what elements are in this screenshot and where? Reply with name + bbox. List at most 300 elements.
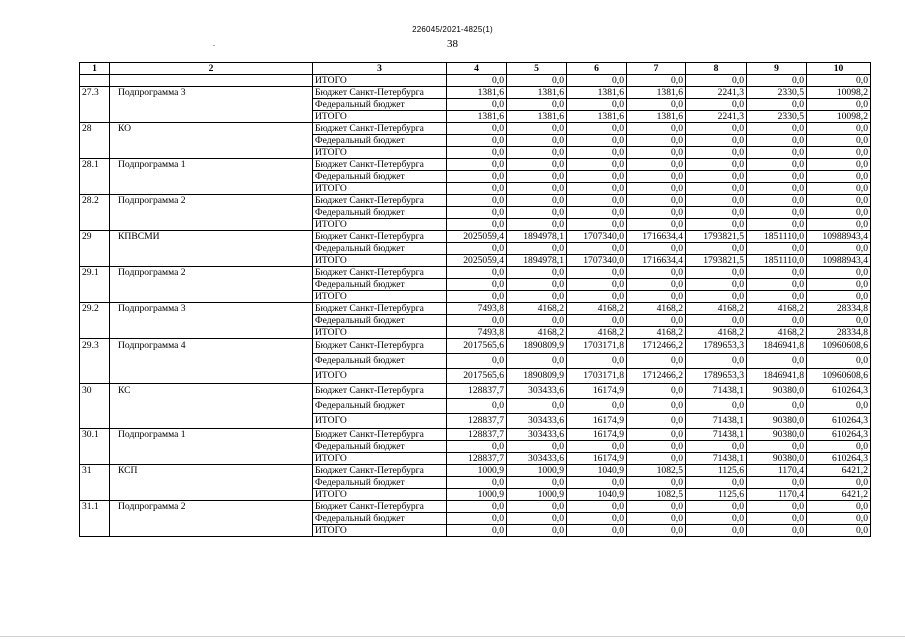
column-header: 5 (507, 63, 567, 75)
value-cell: 0,0 (747, 501, 807, 513)
value-cell: 0,0 (627, 267, 686, 279)
row-code-cell (80, 369, 110, 384)
row-name-cell (110, 291, 313, 303)
funding-source-cell: Федеральный бюджет (313, 441, 447, 453)
table-row (80, 111, 871, 123)
value-cell: 0,0 (807, 501, 871, 513)
table-row (80, 369, 871, 384)
value-cell: 1851110,0 (747, 231, 807, 243)
value-cell: 0,0 (447, 183, 507, 195)
value-cell: 0,0 (447, 441, 507, 453)
value-cell: 0,0 (567, 354, 627, 369)
value-cell: 1712466,2 (627, 339, 686, 354)
value-cell: 71438,1 (686, 384, 747, 399)
value-cell: 0,0 (447, 243, 507, 255)
funding-table (79, 62, 871, 537)
value-cell: 0,0 (627, 123, 686, 135)
table-row (80, 183, 871, 195)
value-cell: 1846941,8 (747, 339, 807, 354)
value-cell: 0,0 (447, 147, 507, 159)
value-cell: 610264,3 (807, 453, 871, 465)
value-cell: 10098,2 (807, 111, 871, 123)
value-cell: 0,0 (686, 477, 747, 489)
row-name-cell (110, 441, 313, 453)
row-code-cell: 31.1 (80, 501, 110, 513)
value-cell: 0,0 (507, 123, 567, 135)
value-cell: 1170,4 (747, 465, 807, 477)
value-cell: 0,0 (627, 147, 686, 159)
funding-source-cell: Федеральный бюджет (313, 399, 447, 414)
value-cell: 4168,2 (747, 327, 807, 339)
row-code-cell: 30 (80, 384, 110, 399)
value-cell: 0,0 (686, 135, 747, 147)
value-cell: 0,0 (747, 267, 807, 279)
table-row (80, 171, 871, 183)
value-cell: 1381,6 (447, 87, 507, 99)
row-code-cell (80, 291, 110, 303)
row-code-cell (80, 111, 110, 123)
column-header: 10 (807, 63, 871, 75)
value-cell: 0,0 (627, 171, 686, 183)
value-cell: 610264,3 (807, 429, 871, 441)
funding-source-cell: ИТОГО (313, 183, 447, 195)
value-cell: 0,0 (686, 525, 747, 537)
value-cell: 2025059,4 (447, 255, 507, 267)
value-cell: 1381,6 (567, 87, 627, 99)
value-cell: 610264,3 (807, 384, 871, 399)
value-cell: 0,0 (567, 267, 627, 279)
table-row (80, 195, 871, 207)
column-number-row (80, 63, 871, 75)
value-cell: 16174,9 (567, 384, 627, 399)
value-cell: 0,0 (807, 399, 871, 414)
funding-source-cell: Федеральный бюджет (313, 99, 447, 111)
funding-source-cell: Федеральный бюджет (313, 207, 447, 219)
row-code-cell (80, 315, 110, 327)
value-cell: 1851110,0 (747, 255, 807, 267)
table-row (80, 159, 871, 171)
value-cell: 0,0 (627, 414, 686, 429)
row-name-cell (110, 513, 313, 525)
value-cell: 0,0 (627, 354, 686, 369)
funding-source-cell: Бюджет Санкт-Петербурга (313, 465, 447, 477)
value-cell: 0,0 (747, 477, 807, 489)
value-cell: 0,0 (507, 441, 567, 453)
value-cell: 0,0 (507, 354, 567, 369)
value-cell: 0,0 (567, 513, 627, 525)
table-row (80, 207, 871, 219)
value-cell: 1381,6 (627, 111, 686, 123)
value-cell: 303433,6 (507, 429, 567, 441)
funding-source-cell: Федеральный бюджет (313, 477, 447, 489)
row-code-cell: 29.3 (80, 339, 110, 354)
table-row (80, 501, 871, 513)
row-code-cell (80, 453, 110, 465)
table-row (80, 123, 871, 135)
row-name-cell (110, 489, 313, 501)
funding-source-cell: Бюджет Санкт-Петербурга (313, 87, 447, 99)
funding-source-cell: ИТОГО (313, 147, 447, 159)
funding-source-cell: Федеральный бюджет (313, 171, 447, 183)
value-cell: 0,0 (447, 123, 507, 135)
value-cell: 2025059,4 (447, 231, 507, 243)
value-cell: 4168,2 (686, 303, 747, 315)
value-cell: 7493,8 (447, 303, 507, 315)
value-cell: 0,0 (627, 429, 686, 441)
value-cell: 4168,2 (627, 327, 686, 339)
row-code-cell (80, 513, 110, 525)
value-cell: 0,0 (807, 354, 871, 369)
value-cell: 1000,9 (507, 465, 567, 477)
funding-source-cell: Бюджет Санкт-Петербурга (313, 339, 447, 354)
value-cell: 4168,2 (507, 327, 567, 339)
value-cell: 0,0 (447, 267, 507, 279)
column-header: 6 (567, 63, 627, 75)
value-cell: 0,0 (447, 477, 507, 489)
value-cell: 1894978,1 (507, 255, 567, 267)
row-code-cell (80, 441, 110, 453)
value-cell: 2017565,6 (447, 369, 507, 384)
value-cell: 0,0 (567, 279, 627, 291)
value-cell: 0,0 (567, 195, 627, 207)
value-cell: 0,0 (567, 75, 627, 87)
row-name-cell (110, 315, 313, 327)
value-cell: 0,0 (567, 147, 627, 159)
value-cell: 0,0 (747, 207, 807, 219)
value-cell: 0,0 (447, 291, 507, 303)
row-name-cell: Подпрограмма 4 (110, 339, 313, 354)
row-name-cell (110, 99, 313, 111)
row-code-cell (80, 414, 110, 429)
row-name-cell (110, 453, 313, 465)
table-row (80, 87, 871, 99)
value-cell: 0,0 (627, 291, 686, 303)
value-cell: 10960608,6 (807, 339, 871, 354)
value-cell: 0,0 (747, 147, 807, 159)
value-cell: 0,0 (686, 171, 747, 183)
value-cell: 16174,9 (567, 429, 627, 441)
value-cell: 0,0 (627, 441, 686, 453)
column-header: 1 (80, 63, 110, 75)
value-cell: 71438,1 (686, 453, 747, 465)
value-cell: 1381,6 (627, 87, 686, 99)
value-cell: 0,0 (567, 477, 627, 489)
row-code-cell (80, 489, 110, 501)
row-code-cell (80, 219, 110, 231)
value-cell: 0,0 (686, 195, 747, 207)
value-cell: 0,0 (627, 99, 686, 111)
value-cell: 90380,0 (747, 429, 807, 441)
value-cell: 0,0 (507, 99, 567, 111)
table-row (80, 303, 871, 315)
value-cell: 0,0 (807, 441, 871, 453)
value-cell: 2241,3 (686, 87, 747, 99)
value-cell: 0,0 (507, 477, 567, 489)
funding-source-cell: Федеральный бюджет (313, 354, 447, 369)
value-cell: 0,0 (747, 123, 807, 135)
value-cell: 0,0 (507, 171, 567, 183)
row-code-cell (80, 477, 110, 489)
value-cell: 0,0 (747, 525, 807, 537)
value-cell: 0,0 (447, 279, 507, 291)
value-cell: 0,0 (807, 291, 871, 303)
value-cell: 0,0 (686, 123, 747, 135)
value-cell: 1000,9 (447, 489, 507, 501)
value-cell: 0,0 (747, 219, 807, 231)
value-cell: 0,0 (747, 183, 807, 195)
value-cell: 6421,2 (807, 489, 871, 501)
value-cell: 1716634,4 (627, 231, 686, 243)
table-row (80, 243, 871, 255)
column-header: 7 (627, 63, 686, 75)
value-cell: 0,0 (686, 219, 747, 231)
value-cell: 0,0 (686, 399, 747, 414)
row-name-cell: Подпрограмма 2 (110, 195, 313, 207)
page-number: 38 (447, 38, 458, 50)
value-cell: 0,0 (686, 513, 747, 525)
row-name-cell: Подпрограмма 1 (110, 159, 313, 171)
value-cell: 10098,2 (807, 87, 871, 99)
row-name-cell (110, 369, 313, 384)
value-cell: 303433,6 (507, 384, 567, 399)
table-row (80, 477, 871, 489)
value-cell: 0,0 (747, 243, 807, 255)
value-cell: 0,0 (627, 279, 686, 291)
value-cell: 0,0 (807, 75, 871, 87)
value-cell: 0,0 (807, 171, 871, 183)
value-cell: 0,0 (807, 135, 871, 147)
value-cell: 0,0 (507, 195, 567, 207)
value-cell: 0,0 (447, 207, 507, 219)
row-code-cell: 29 (80, 231, 110, 243)
row-name-cell: Подпрограмма 2 (110, 267, 313, 279)
value-cell: 128837,7 (447, 414, 507, 429)
row-code-cell (80, 207, 110, 219)
table-row (80, 525, 871, 537)
value-cell: 0,0 (627, 135, 686, 147)
row-name-cell (110, 171, 313, 183)
value-cell: 2241,3 (686, 111, 747, 123)
row-code-cell: 29.2 (80, 303, 110, 315)
row-name-cell: КСП (110, 465, 313, 477)
value-cell: 0,0 (807, 243, 871, 255)
value-cell: 1703171,8 (567, 369, 627, 384)
row-code-cell (80, 279, 110, 291)
value-cell: 1890809,9 (507, 339, 567, 354)
funding-source-cell: Бюджет Санкт-Петербурга (313, 501, 447, 513)
value-cell: 0,0 (447, 135, 507, 147)
value-cell: 0,0 (807, 183, 871, 195)
table-row (80, 354, 871, 369)
value-cell: 0,0 (447, 75, 507, 87)
value-cell: 0,0 (447, 219, 507, 231)
value-cell: 0,0 (807, 207, 871, 219)
value-cell: 0,0 (747, 279, 807, 291)
value-cell: 0,0 (507, 75, 567, 87)
row-name-cell: Подпрограмма 2 (110, 501, 313, 513)
value-cell: 1125,6 (686, 489, 747, 501)
funding-source-cell: ИТОГО (313, 453, 447, 465)
value-cell: 16174,9 (567, 414, 627, 429)
value-cell: 1894978,1 (507, 231, 567, 243)
value-cell: 0,0 (507, 147, 567, 159)
value-cell: 0,0 (567, 159, 627, 171)
value-cell: 0,0 (807, 195, 871, 207)
table-row (80, 339, 871, 354)
value-cell: 0,0 (686, 147, 747, 159)
row-name-cell: Подпрограмма 3 (110, 303, 313, 315)
value-cell: 0,0 (807, 99, 871, 111)
funding-source-cell: ИТОГО (313, 525, 447, 537)
row-code-cell: 28 (80, 123, 110, 135)
row-code-cell: 30.1 (80, 429, 110, 441)
row-code-cell (80, 75, 110, 87)
funding-source-cell: Федеральный бюджет (313, 279, 447, 291)
value-cell: 1789653,3 (686, 339, 747, 354)
page-edge (0, 636, 905, 637)
value-cell: 0,0 (507, 207, 567, 219)
table-row (80, 75, 871, 87)
value-cell: 0,0 (686, 207, 747, 219)
value-cell: 1793821,5 (686, 231, 747, 243)
value-cell: 1082,5 (627, 489, 686, 501)
value-cell: 90380,0 (747, 384, 807, 399)
value-cell: 0,0 (627, 525, 686, 537)
row-name-cell (110, 219, 313, 231)
funding-source-cell: ИТОГО (313, 111, 447, 123)
value-cell: 1381,6 (507, 111, 567, 123)
value-cell: 16174,9 (567, 453, 627, 465)
value-cell: 0,0 (627, 477, 686, 489)
value-cell: 303433,6 (507, 453, 567, 465)
column-header: 9 (747, 63, 807, 75)
row-name-cell (110, 111, 313, 123)
value-cell: 0,0 (686, 159, 747, 171)
value-cell: 0,0 (507, 267, 567, 279)
value-cell: 2330,5 (747, 111, 807, 123)
value-cell: 0,0 (447, 513, 507, 525)
value-cell: 0,0 (567, 135, 627, 147)
table-row (80, 414, 871, 429)
row-name-cell (110, 255, 313, 267)
funding-source-cell: ИТОГО (313, 369, 447, 384)
table-body (80, 75, 871, 537)
table-row (80, 219, 871, 231)
funding-source-cell: Бюджет Санкт-Петербурга (313, 303, 447, 315)
value-cell: 0,0 (507, 525, 567, 537)
row-name-cell (110, 354, 313, 369)
row-name-cell (110, 477, 313, 489)
funding-source-cell: Бюджет Санкт-Петербурга (313, 231, 447, 243)
value-cell: 0,0 (807, 315, 871, 327)
value-cell: 1707340,0 (567, 231, 627, 243)
value-cell: 0,0 (567, 243, 627, 255)
value-cell: 0,0 (686, 291, 747, 303)
funding-source-cell: ИТОГО (313, 327, 447, 339)
row-code-cell: 27.3 (80, 87, 110, 99)
value-cell: 0,0 (747, 195, 807, 207)
value-cell: 0,0 (686, 441, 747, 453)
scan-speck (213, 45, 215, 46)
funding-source-cell: ИТОГО (313, 255, 447, 267)
funding-source-cell: ИТОГО (313, 219, 447, 231)
value-cell: 0,0 (507, 243, 567, 255)
table-row (80, 315, 871, 327)
value-cell: 0,0 (507, 513, 567, 525)
value-cell: 90380,0 (747, 414, 807, 429)
value-cell: 0,0 (807, 147, 871, 159)
value-cell: 28334,8 (807, 303, 871, 315)
value-cell: 0,0 (447, 171, 507, 183)
row-code-cell (80, 255, 110, 267)
value-cell: 0,0 (747, 354, 807, 369)
value-cell: 0,0 (447, 315, 507, 327)
value-cell: 0,0 (807, 477, 871, 489)
value-cell: 0,0 (447, 195, 507, 207)
row-name-cell: Подпрограмма 1 (110, 429, 313, 441)
value-cell: 0,0 (567, 501, 627, 513)
row-name-cell (110, 414, 313, 429)
value-cell: 1707340,0 (567, 255, 627, 267)
value-cell: 1040,9 (567, 465, 627, 477)
value-cell: 10988943,4 (807, 255, 871, 267)
value-cell: 0,0 (567, 441, 627, 453)
value-cell: 128837,7 (447, 429, 507, 441)
value-cell: 0,0 (747, 291, 807, 303)
value-cell: 0,0 (627, 207, 686, 219)
funding-source-cell: Федеральный бюджет (313, 513, 447, 525)
row-name-cell (110, 327, 313, 339)
row-code-cell: 28.2 (80, 195, 110, 207)
value-cell: 1703171,8 (567, 339, 627, 354)
value-cell: 6421,2 (807, 465, 871, 477)
row-code-cell (80, 243, 110, 255)
value-cell: 1381,6 (507, 87, 567, 99)
value-cell: 0,0 (507, 135, 567, 147)
value-cell: 0,0 (747, 99, 807, 111)
value-cell: 0,0 (747, 399, 807, 414)
table-row (80, 513, 871, 525)
row-name-cell: Подпрограмма 3 (110, 87, 313, 99)
value-cell: 0,0 (807, 279, 871, 291)
row-name-cell (110, 207, 313, 219)
row-code-cell (80, 327, 110, 339)
table-row (80, 489, 871, 501)
value-cell: 0,0 (747, 135, 807, 147)
value-cell: 0,0 (747, 171, 807, 183)
funding-source-cell: Бюджет Санкт-Петербурга (313, 267, 447, 279)
row-name-cell (110, 525, 313, 537)
value-cell: 71438,1 (686, 414, 747, 429)
value-cell: 0,0 (447, 99, 507, 111)
row-name-cell (110, 75, 313, 87)
row-name-cell (110, 243, 313, 255)
funding-source-cell: ИТОГО (313, 75, 447, 87)
value-cell: 1381,6 (567, 111, 627, 123)
table-row (80, 147, 871, 159)
value-cell: 0,0 (747, 513, 807, 525)
row-name-cell: КС (110, 384, 313, 399)
document-id: 226045/2021-4825(1) (412, 25, 493, 34)
value-cell: 0,0 (627, 219, 686, 231)
value-cell: 0,0 (686, 183, 747, 195)
value-cell: 0,0 (567, 315, 627, 327)
value-cell: 1716634,4 (627, 255, 686, 267)
row-code-cell: 31 (80, 465, 110, 477)
value-cell: 0,0 (807, 123, 871, 135)
row-name-cell: КПВСМИ (110, 231, 313, 243)
funding-source-cell: Бюджет Санкт-Петербурга (313, 384, 447, 399)
